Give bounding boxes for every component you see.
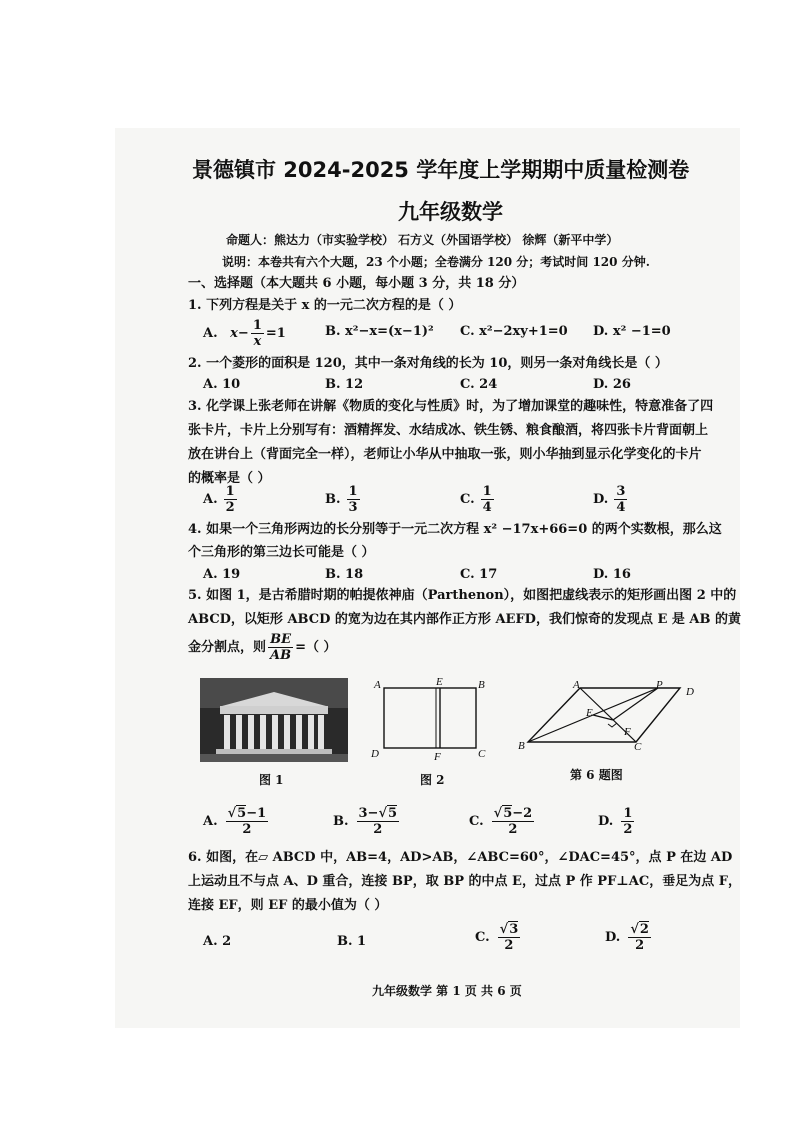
sqrt-radicand: 2 (639, 922, 649, 937)
sqrt-radicand: 5 (237, 806, 247, 821)
q1-option-c: C. x²−2xy+1=0 (460, 324, 568, 339)
exam-title: 景德镇市 2024-2025 学年度上学期期中质量检测卷 (192, 158, 690, 182)
denominator: 2 (508, 822, 518, 837)
q6-option-c: C. $\frac{√3}{2}$ (475, 922, 519, 953)
sqrt-radicand: 3 (509, 922, 519, 937)
denominator: 2 (373, 822, 383, 837)
fig2-point-f: F (434, 751, 441, 763)
sqrt-radicand: 5 (503, 806, 513, 821)
fig6-point-d: D (686, 686, 694, 698)
q1-option-a (203, 318, 286, 349)
numerator: BE (270, 632, 291, 647)
denominator: 2 (242, 822, 252, 837)
option-label: C. (469, 814, 484, 829)
authors-line: 命题人：熊达力（市实验学校） 石方义（外国语学校） 徐辉（新平中学） (226, 233, 619, 247)
instructions-note: 说明：本卷共有六个大题，23 个小题；全卷满分 120 分；考试时间 120 分钟. (222, 255, 650, 269)
fig6-point-e: E (586, 707, 593, 719)
figure-2-caption: 图 2 (420, 773, 445, 787)
q2-option-d: D. 26 (593, 377, 631, 392)
question-4-line-1: 4. 如果一个三角形两边的长分别等于一元二次方程 x² −17x+66=0 的两个实数根，那么这 (188, 522, 722, 537)
numerator-pre: 3− (358, 806, 379, 821)
option-label: B. (325, 492, 341, 507)
option-label: D. (605, 930, 621, 945)
question-6-line-1: 6. 如图，在▱ ABCD 中，AB=4，AD>AB，∠ABC=60°，∠DAC=45°，点 P 在边 AD (188, 850, 733, 865)
q2-option-c: C. 24 (460, 377, 498, 392)
q1-option-b: B. x²−x=(x−1)² (325, 324, 434, 339)
question-6-line-3: 连接 EF，则 EF 的最小值为（ ） (188, 898, 388, 913)
page-footer: 九年级数学 第 1 页 共 6 页 (372, 984, 522, 998)
option-label: C. (460, 492, 475, 507)
question-5-line-2: ABCD，以矩形 ABCD 的宽为边在其内部作正方形 AEFD，我们惊奇的发现点 E 是 AB 的黄 (188, 612, 742, 627)
numerator-rest: −1 (246, 806, 267, 821)
denominator: 3 (348, 500, 358, 515)
question-1-stem: 1. 下列方程是关于 x 的一元二次方程的是（ ） (188, 298, 462, 313)
denominator: 2 (225, 500, 235, 515)
q3-option-c (460, 484, 496, 515)
numerator: 1 (225, 484, 235, 499)
denominator: 2 (623, 822, 633, 837)
q1-option-d: D. x² −1=0 (593, 324, 671, 339)
fig2-point-d: D (371, 748, 379, 760)
numerator: 1 (623, 806, 633, 821)
question-3-line-2: 张卡片，卡片上分别写有：酒精挥发、水结成冰、铁生锈、粮食酿酒，将四张卡片背面朝上 (188, 423, 709, 438)
q4-option-d: D. 16 (593, 567, 631, 582)
option-label: A. (203, 814, 218, 829)
numerator: 3 (616, 484, 626, 499)
question-6-line-2: 上运动且不与点 A、D 重合，连接 BP，取 BP 的中点 E，过点 P 作 PF⊥AC，垂足为点 F， (188, 874, 741, 889)
denominator: x (253, 334, 262, 349)
q5-option-c: C. $\frac{√5-2}{2}$ (469, 806, 533, 837)
question-3-line-3: 放在讲台上（背面完全一样），老师让小华从中抽取一张，则小华抽到显示化学变化的卡片 (188, 447, 702, 462)
q6-option-d: D. $\frac{√2}{2}$ (605, 922, 649, 953)
question-5-line-3 (188, 632, 337, 663)
q2-option-a: A. 10 (203, 377, 241, 392)
question-4-line-2: 个三角形的第三边长可能是（ ） (188, 545, 375, 560)
text: 金分割点，则 (188, 640, 267, 655)
q6-option-a: A. 2 (203, 934, 232, 949)
figure-6-parallelogram (520, 682, 700, 752)
numerator-rest: −2 (512, 806, 533, 821)
q3-option-d (593, 484, 629, 515)
option-label: A. (203, 492, 218, 507)
q6-option-b: B. 1 (337, 934, 367, 949)
fig2-point-a: A (374, 679, 381, 691)
question-5-line-1: 5. 如图 1，是古希腊时期的帕提侬神庙（Parthenon），如图把虚线表示的矩形画出图 2 中的 (188, 588, 737, 603)
q4-option-c: C. 17 (460, 567, 498, 582)
figure-2-rectangle (370, 676, 492, 766)
denominator: 2 (635, 938, 645, 953)
denominator: AB (270, 648, 292, 663)
fig6-point-a: A (573, 679, 580, 691)
sqrt-radicand: 5 (388, 806, 398, 821)
question-2-stem: 2. 一个菱形的面积是 120，其中一条对角线的长为 10，则另一条对角线长是（ ） (188, 356, 668, 371)
q4-option-b: B. 18 (325, 567, 364, 582)
q5-option-d (598, 806, 636, 837)
fig6-point-p: P (656, 679, 663, 691)
fig6-point-f: F (624, 726, 631, 738)
question-3-line-1: 3. 化学课上张老师在讲解《物质的变化与性质》时，为了增加课堂的趣味性，特意准备了四 (188, 399, 714, 414)
option-label: B. (333, 814, 349, 829)
option-label: D. (598, 814, 614, 829)
option-text: =1 (265, 326, 286, 341)
fig2-point-c: C (478, 748, 486, 760)
text: =（ ） (295, 640, 337, 655)
fig6-point-b: B (518, 740, 525, 752)
option-label: A. (203, 326, 218, 341)
denominator: 4 (616, 500, 626, 515)
numerator: 1 (252, 318, 262, 333)
option-label: D. (593, 492, 609, 507)
fig2-point-b: B (478, 679, 485, 691)
exam-subtitle: 九年级数学 (398, 200, 503, 224)
question-3-line-4: 的概率是（ ） (188, 471, 271, 486)
numerator: 1 (348, 484, 358, 499)
q4-option-a: A. 19 (203, 567, 241, 582)
fig2-point-e: E (436, 676, 443, 688)
q3-option-b (325, 484, 362, 515)
denominator: 2 (504, 938, 514, 953)
figure-6-caption: 第 6 题图 (570, 768, 623, 782)
option-text: x− (230, 326, 249, 341)
option-label: C. (475, 930, 490, 945)
figure-1-caption: 图 1 (259, 773, 284, 787)
denominator: 4 (482, 500, 492, 515)
fig6-point-c: C (634, 741, 642, 753)
parthenon-photo (200, 678, 348, 762)
q5-option-a: A. $\frac{√5-1}{2}$ (203, 806, 267, 837)
section-heading: 一、选择题（本大题共 6 小题，每小题 3 分，共 18 分） (188, 276, 525, 291)
numerator: 1 (482, 484, 492, 499)
q5-option-b: B. $\frac{3-√5}{2}$ (333, 806, 398, 837)
q2-option-b: B. 12 (325, 377, 364, 392)
q3-option-a (203, 484, 239, 515)
